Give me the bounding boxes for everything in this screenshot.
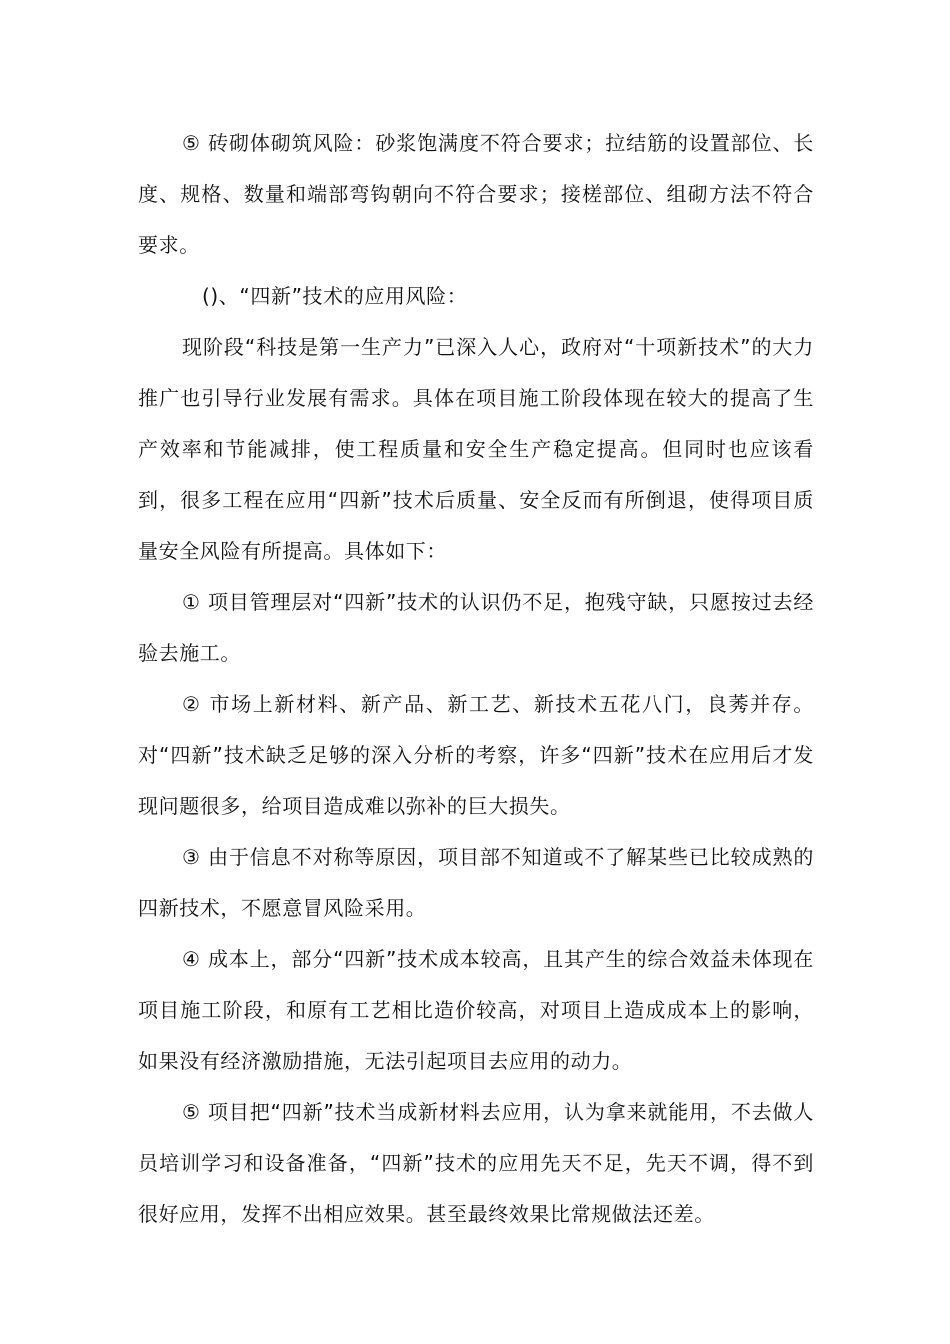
paragraph-brick-masonry-risk: ⑤ 砖砌体砌筑风险：砂浆饱满度不符合要求；拉结筋的设置部位、长度、规格、数量和端部弯钩朝向不符合要求；接槎部位、组砌方法不符合要求。 bbox=[138, 131, 814, 257]
document-body bbox=[138, 118, 814, 1240]
list-item-1: ① 项目管理层对“四新”技术的认识仍不足，抱残守缺，只愿按过去经验去施工。 bbox=[138, 590, 814, 665]
list-item-2: ② 市场上新材料、新产品、新工艺、新技术五花八门，良莠并存。对“四新”技术缺乏足够的深入分析的考察，许多“四新”技术在应用后才发现问题很多，给项目造成难以弥补的巨大损失。 bbox=[138, 692, 814, 818]
list-item-4: ④ 成本上，部分“四新”技术成本较高，且其产生的综合效益未体现在项目施工阶段，和原有工艺相比造价较高，对项目上造成成本上的影响，如果没有经济激励措施，无法引起项目去应用的动力。 bbox=[138, 947, 814, 1073]
paragraph-intro: 现阶段“科技是第一生产力”已深入人心，政府对“十项新技术”的大力推广也引导行业发展有需求。具体在项目施工阶段体现在较大的提高了生产效率和节能减排，使工程质量和安全生产稳定提高。但同时也应该看到，很多工程在应用“四新”技术后质量、安全反而有所倒退，使得项目质量安全风险有所提高。具体如下： bbox=[138, 335, 814, 563]
list-item-5: ⑤ 项目把“四新”技术当成新材料去应用，认为拿来就能用，不去做人员培训学习和设备准备，“四新”技术的应用先天不足，先天不调，得不到很好应用，发挥不出相应效果。甚至最终效果比常规做法还差。 bbox=[138, 1100, 814, 1226]
list-item-3: ③ 由于信息不对称等原因，项目部不知道或不了解某些已比较成熟的四新技术，不愿意冒风险采用。 bbox=[138, 845, 814, 920]
section-heading-four-new-tech: ()、“四新”技术的应用风险： bbox=[202, 284, 468, 308]
